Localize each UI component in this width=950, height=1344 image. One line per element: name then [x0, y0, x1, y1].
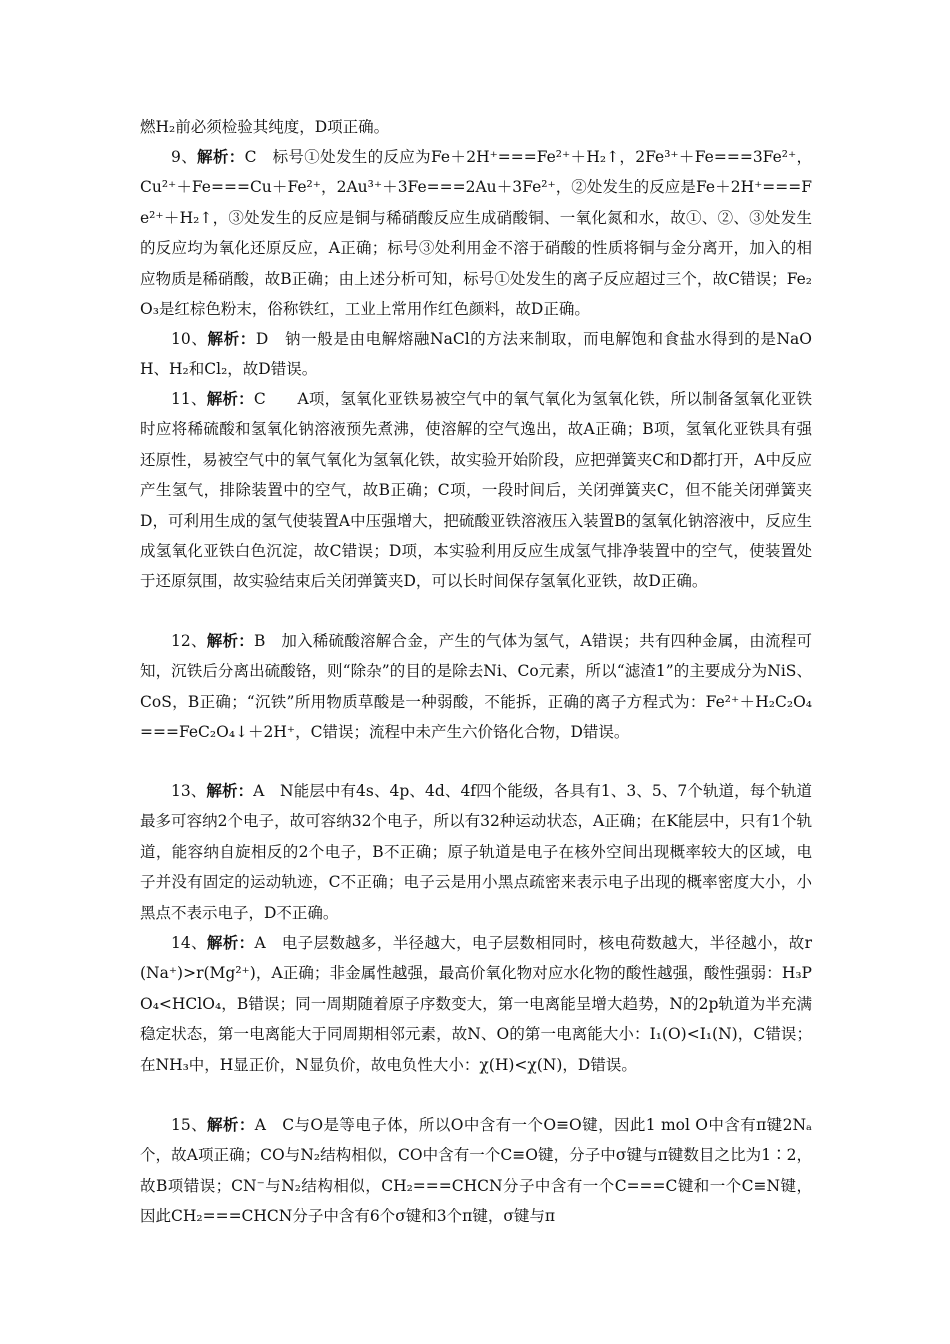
answer-10 [140, 324, 812, 385]
question-number: 11、 [171, 390, 207, 408]
answer-9 [140, 142, 812, 324]
answer-12 [140, 626, 812, 748]
answer-text: A N能层中有4s、4p、4d、4f四个能级，各具有1、3、5、7个轨道，每个轨道最多可容纳2个电子，故可容纳32个电子，所以有32种运动状态，A正确；在K能层中，只有1个轨道，能容纳自旋相反的2个电子，B不正确；原子轨道是电子在核外空间出现概率较大的区域，电子并没有固定的运动轨迹，C不正确；电子云是用小黑点疏密来表示电子出现的概率密度大小，小黑点不表示电子，D不正确。 [140, 782, 812, 922]
answer-11 [140, 384, 812, 597]
question-number: 9、 [171, 148, 198, 166]
analysis-label: 解析： [197, 147, 245, 166]
answer-text: C A项，氢氧化亚铁易被空气中的氧气氧化为氢氧化铁，所以制备氢氧化亚铁时应将稀硫酸和氢氧化钠溶液预先煮沸，使溶解的空气逸出，故A正确；B项，氢氧化亚铁具有强还原性，易被空气中的氧气氧化为氢氧化铁，故实验开始阶段，应把弹簧夹C和D都打开，A中反应产生氢气，排除装置中的空气，故B正确；C项，一段时间后，关闭弹簧夹C，但不能关闭弹簧夹D，可利用生成的氢气使装置A中压强增大，把硫酸亚铁溶液压入装置B的氢氧化钠溶液中，反应生成氢氧化亚铁白色沉淀，故C错误；D项，本实验利用反应生成氢气排净装置中的空气，使装置处于还原氛围，故实验结束后关闭弹簧夹D，可以长时间保存氢氧化亚铁，故D正确。 [140, 390, 812, 591]
answer-text: C 标号①处发生的反应为Fe＋2H⁺===Fe²⁺＋H₂↑，2Fe³⁺＋Fe===3Fe²⁺，Cu²⁺＋Fe===Cu＋Fe²⁺，2Au³⁺＋3Fe===2Au＋3Fe²⁺，②处发生的反应是Fe＋2H⁺===Fe²⁺＋H₂↑，③处发生的反应是铜与稀硝酸反应生成硝酸铜、一氧化氮和水，故①、②、③处发生的反应均为氧化还原反应，A正确；标号③处利用金不溶于硝酸的性质将铜与金分离开，加入的相应物质是稀硝酸，故B正确；由上述分析可知，标号①处发生的离子反应超过三个，故C错误；Fe₂O₃是红棕色粉末，俗称铁红，工业上常用作红色颜料，故D正确。 [140, 148, 812, 319]
analysis-label: 解析： [206, 389, 254, 408]
answer-14 [140, 928, 812, 1080]
analysis-label: 解析： [206, 933, 255, 952]
question-number: 10、 [171, 330, 208, 348]
paragraph-continuation [140, 112, 812, 142]
question-number: 13、 [171, 782, 207, 800]
answer-text: A 电子层数越多，半径越大，电子层数相同时，核电荷数越大，半径越小，故r(Na⁺)>r(Mg²⁺)，A正确；非金属性越强，最高价氧化物对应水化物的酸性越强，酸性强弱：H₃PO₄<HClO₄，B错误；同一周期随着原子序数变大，第一电离能呈增大趋势，N的2p轨道为半充满稳定状态，第一电离能大于同周期相邻元素，故N、O的第一电离能大小：I₁(O)<I₁(N)，C错误；在NH₃中，H显正价，N显负价，故电负性大小：χ(H)<χ(N)，D错误。 [140, 934, 812, 1074]
paragraph-text: 燃H₂前必须检验其纯度，D项正确。 [140, 118, 390, 136]
analysis-label: 解析： [207, 329, 256, 348]
question-number: 15、 [171, 1116, 208, 1134]
answer-text: B 加入稀硫酸溶解合金，产生的气体为氢气，A错误；共有四种金属，由流程可知，沉铁后分离出硫酸铬，则“除杂”的目的是除去Ni、Co元素，所以“滤渣1”的主要成分为NiS、CoS，B正确；“沉铁”所用物质草酸是一种弱酸，不能拆，正确的离子方程式为：Fe²⁺＋H₂C₂O₄===FeC₂O₄↓＋2H⁺，C错误；流程中未产生六价铬化合物，D错误。 [140, 632, 812, 742]
answer-15 [140, 1110, 812, 1232]
analysis-label: 解析： [206, 781, 254, 800]
question-number: 14、 [171, 934, 207, 952]
question-number: 12、 [171, 632, 207, 650]
analysis-label: 解析： [206, 631, 254, 650]
answer-13 [140, 776, 812, 928]
analysis-label: 解析： [207, 1115, 255, 1134]
answer-text: D 钠一般是由电解熔融NaCl的方法来制取，而电解饱和食盐水得到的是NaOH、H₂和Cl₂，故D错误。 [140, 330, 812, 379]
answer-text: A C与O是等电子体，所以O中含有一个O≡O键，因此1 mol O中含有π键2Nₐ个，故A项正确；CO与N₂结构相似，CO中含有一个C≡O键，分子中σ键与π键数目之比为1∶2，故B项错误；CN⁻与N₂结构相似，CH₂===CHCN分子中含有一个C===C键和一个C≡N键，因此CH₂===CHCN分子中含有6个σ键和3个π键，σ键与π [140, 1116, 812, 1226]
